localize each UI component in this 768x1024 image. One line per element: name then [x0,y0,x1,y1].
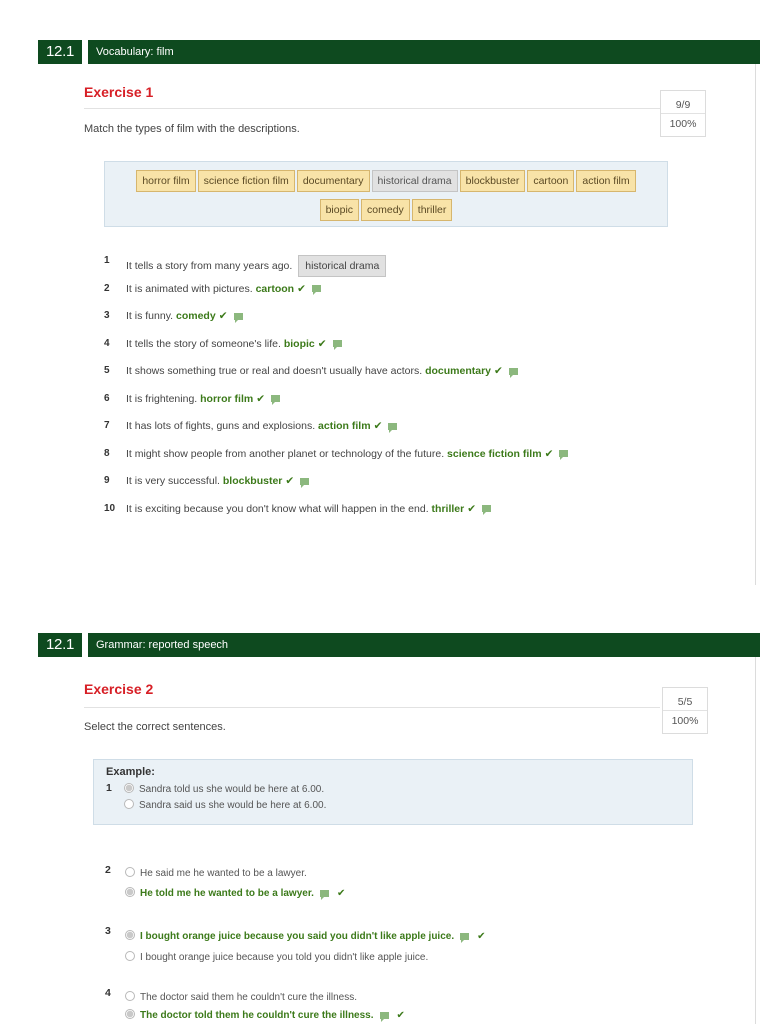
question-number: 9 [104,475,110,486]
question-row [104,475,724,503]
question-line [126,503,491,515]
question-list [104,255,724,530]
question-number: 5 [104,365,110,376]
question-text: It might show people from another planet or technology of the future. [126,447,445,460]
question-number: 10 [104,502,116,514]
question-line [126,475,309,487]
check-icon: ✔ [336,888,346,899]
radio-icon [125,991,135,1001]
radio-option-selected[interactable] [125,930,486,942]
option-text: The doctor told them he couldn't cure the illness. [140,1010,374,1021]
radio-icon [125,951,135,961]
instruction-text: Match the types of film with the descriptions. [84,123,300,135]
word-chip[interactable]: horror film [136,170,195,192]
example-label: Example: [106,766,155,778]
answer-text: blockbuster [222,475,283,487]
radio-icon [125,887,135,897]
answer-text: documentary [425,365,492,377]
option-text: The doctor said them he couldn't cure the illness. [140,992,358,1003]
check-icon: ✔ [477,931,486,942]
question-row [104,283,724,311]
check-icon: ✔ [256,392,266,405]
word-chip[interactable]: thriller [412,199,453,221]
question-row [104,448,724,476]
comment-icon[interactable] [271,395,280,402]
score-percent: 100% [661,113,705,136]
radio-icon [124,799,134,809]
divider [84,108,660,109]
question-row [104,365,724,393]
question-text: It is animated with pictures. [126,282,253,295]
answer-text: action film [318,420,371,432]
question-text: It has lots of fights, guns and explosions. [126,420,316,432]
unit-number: 12.1 [38,633,82,657]
question-line [126,448,568,460]
comment-icon[interactable] [380,1012,389,1019]
word-chip[interactable]: comedy [361,199,410,221]
radio-icon [125,930,135,940]
question-row [104,338,724,366]
item-number: 4 [105,987,111,999]
radio-option[interactable] [125,951,428,963]
option-text: He said me he wanted to be a lawyer. [140,868,307,879]
question-number: 7 [104,420,110,431]
section-grammar [0,633,760,1024]
comment-icon[interactable] [388,423,397,430]
answer-text: biopic [283,337,315,350]
divider [755,657,756,1024]
item-number: 1 [106,782,112,794]
option-text: I bought orange juice because you said you didn't like apple juice. [140,931,455,942]
score-box [662,687,708,734]
check-icon: ✔ [494,365,503,377]
score-value: 9/9 [675,99,691,111]
radio-option-selected[interactable] [125,887,345,899]
option-text: He told me he wanted to be a lawyer. [140,888,314,899]
item-number: 3 [105,925,111,937]
word-chip[interactable]: historical drama [372,170,458,192]
question-line [126,283,321,295]
radio-option-selected[interactable] [125,1009,405,1021]
question-text: It is exciting because you don't know what will happen in the end. [126,502,429,515]
example-box [93,759,693,825]
score-box [660,90,706,137]
answer-text: science fiction film [447,447,542,460]
question-row [104,255,724,283]
question-row [104,310,724,338]
comment-icon[interactable] [460,933,469,940]
word-chip[interactable]: science fiction film [198,170,295,192]
exercise-title: Exercise 1 [84,84,154,100]
exercise-title: Exercise 2 [84,681,154,697]
question-number: 6 [104,392,110,404]
comment-icon[interactable] [333,340,342,347]
question-line [126,338,342,350]
radio-option[interactable] [125,991,357,1003]
question-number: 3 [104,310,110,321]
question-line [126,255,386,277]
radio-option-selected[interactable] [124,783,324,795]
divider [755,64,756,585]
check-icon: ✔ [467,502,477,515]
radio-icon [125,867,135,877]
question-text: It is frightening. [126,392,198,405]
question-number: 4 [104,337,110,349]
check-icon: ✔ [297,282,306,295]
check-icon: ✔ [317,337,327,350]
instruction-text: Select the correct sentences. [84,721,226,733]
option-text: Sandra said us she would be here at 6.00. [139,800,327,811]
section-header: Vocabulary: film [88,40,760,64]
question-line [126,365,518,377]
word-bank [104,161,668,227]
comment-icon[interactable] [234,313,243,320]
word-chip[interactable]: cartoon [527,170,574,192]
word-bank-row [105,170,667,195]
check-icon: ✔ [373,420,383,432]
check-icon: ✔ [396,1010,405,1021]
word-bank-row [105,199,667,224]
score-percent: 100% [663,710,707,733]
section-vocabulary [0,40,760,585]
question-row [104,393,724,421]
question-line [126,310,243,322]
question-text: It is very successful. [126,475,220,487]
word-chip[interactable]: blockbuster [460,170,526,192]
question-text: It tells a story from many years ago. [126,259,293,272]
option-text: Sandra told us she would be here at 6.00. [139,784,325,795]
question-text: It shows something true or real and doesn't usually have actors. [126,365,423,377]
answer-drop-box[interactable]: historical drama [298,255,386,277]
item-number: 2 [105,864,111,876]
divider [84,707,660,708]
comment-icon[interactable] [300,478,309,485]
radio-icon [124,783,134,793]
word-chip[interactable]: biopic [320,199,359,221]
question-line [126,420,397,432]
word-chip[interactable]: action film [576,170,635,192]
comment-icon[interactable] [312,285,321,292]
answer-text: cartoon [255,282,295,295]
check-icon: ✔ [218,310,228,322]
score-value: 5/5 [677,696,693,708]
unit-number: 12.1 [38,40,82,64]
comment-icon[interactable] [320,890,329,897]
question-number: 2 [104,282,110,294]
question-row [104,420,724,448]
comment-icon[interactable] [559,450,568,457]
option-text: I bought orange juice because you told you didn't like apple juice. [140,952,429,963]
comment-icon[interactable] [509,368,518,375]
question-text: It tells the story of someone's life. [126,337,281,350]
comment-icon[interactable] [482,505,491,512]
question-number: 1 [104,255,110,266]
answer-text: horror film [200,392,254,405]
question-line [126,393,280,405]
question-text: It is funny. [126,310,174,322]
check-icon: ✔ [285,475,295,487]
radio-icon [125,1009,135,1019]
answer-text: thriller [431,502,465,515]
answer-text: comedy [176,310,216,322]
check-icon: ✔ [544,447,554,460]
question-number: 8 [104,447,110,459]
question-row [104,503,724,531]
radio-option[interactable] [125,867,307,879]
radio-option[interactable] [124,799,326,811]
word-chip[interactable]: documentary [297,170,370,192]
section-header: Grammar: reported speech [88,633,760,657]
